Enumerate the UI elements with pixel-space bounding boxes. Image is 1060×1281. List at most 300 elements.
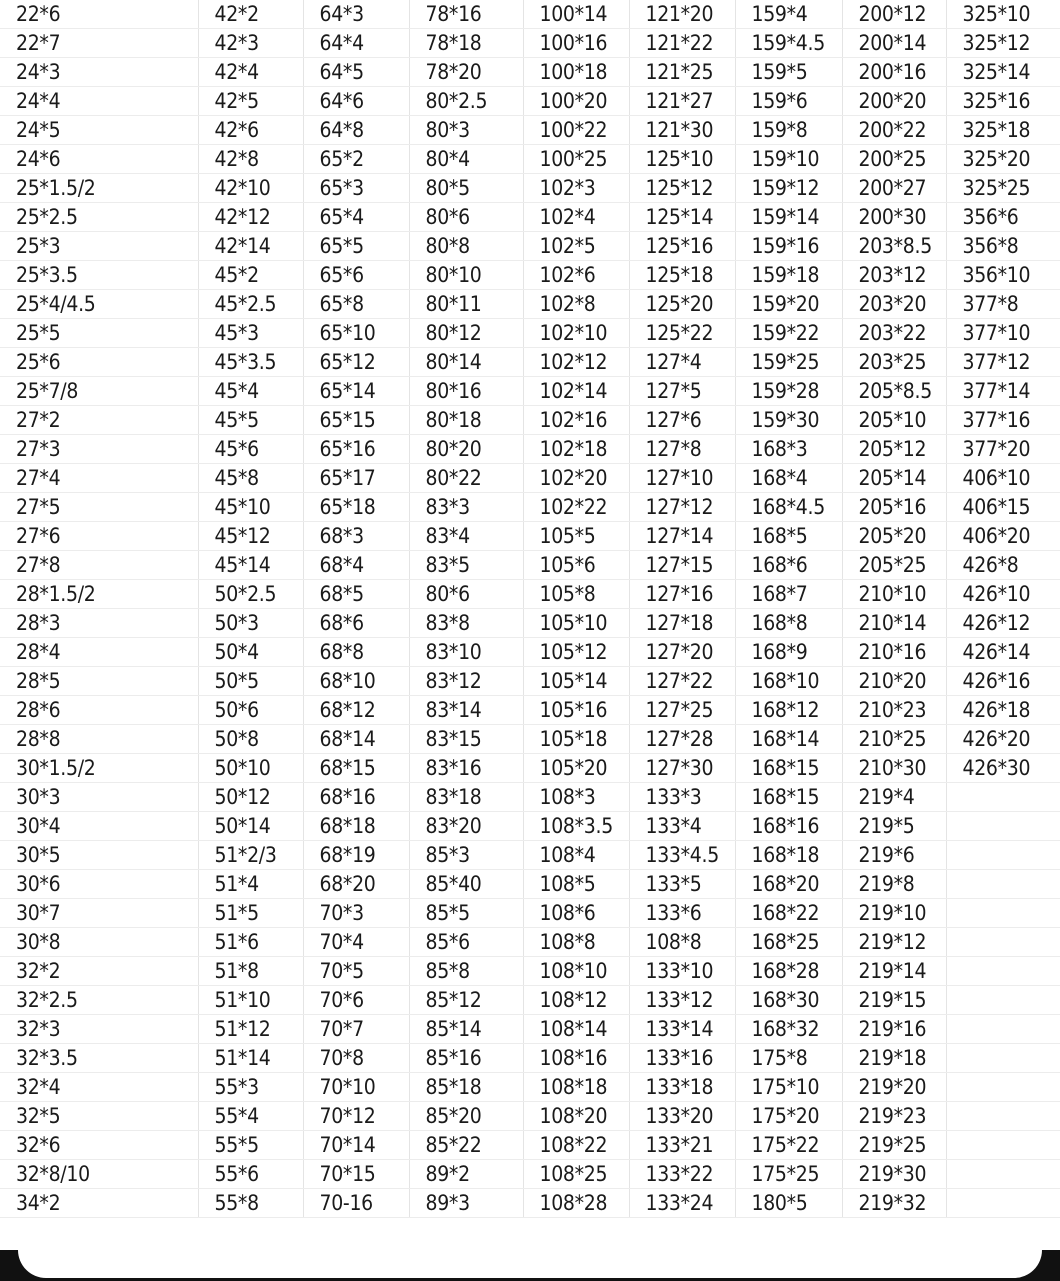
size-cell: 68*14: [303, 725, 409, 754]
size-cell: 168*25: [735, 928, 842, 957]
size-cell: 121*25: [629, 58, 735, 87]
size-cell: 102*10: [523, 319, 629, 348]
size-cell: 70*8: [303, 1044, 409, 1073]
size-cell: 159*4.5: [735, 29, 842, 58]
size-cell: 205*12: [842, 435, 946, 464]
size-cell: 28*6: [0, 696, 198, 725]
size-cell: 105*12: [523, 638, 629, 667]
size-cell: 70*15: [303, 1160, 409, 1189]
size-cell: 127*4: [629, 348, 735, 377]
size-cell: 30*6: [0, 870, 198, 899]
size-cell: 108*3: [523, 783, 629, 812]
size-cell: 30*8: [0, 928, 198, 957]
size-cell: 133*10: [629, 957, 735, 986]
size-cell: 83*8: [409, 609, 523, 638]
table-row: [0, 493, 1060, 522]
size-cell: 24*5: [0, 116, 198, 145]
size-cell: 89*2: [409, 1160, 523, 1189]
size-cell: 80*12: [409, 319, 523, 348]
table-row: [0, 348, 1060, 377]
size-cell: 64*4: [303, 29, 409, 58]
table-row: [0, 986, 1060, 1015]
size-cell: 25*5: [0, 319, 198, 348]
size-cell: 219*12: [842, 928, 946, 957]
size-cell: 80*8: [409, 232, 523, 261]
size-cell: 70*14: [303, 1131, 409, 1160]
size-cell: 80*6: [409, 203, 523, 232]
size-cell: 83*20: [409, 812, 523, 841]
size-cell: 219*20: [842, 1073, 946, 1102]
size-cell: 68*6: [303, 609, 409, 638]
size-cell: 85*6: [409, 928, 523, 957]
table-row: [0, 1102, 1060, 1131]
table-row: [0, 899, 1060, 928]
size-cell: [946, 986, 1060, 1015]
size-cell: 102*6: [523, 261, 629, 290]
size-cell: 219*18: [842, 1044, 946, 1073]
size-cell: 200*14: [842, 29, 946, 58]
size-cell: 133*20: [629, 1102, 735, 1131]
size-cell: 45*4: [198, 377, 303, 406]
table-row: [0, 1073, 1060, 1102]
size-cell: 32*3.5: [0, 1044, 198, 1073]
size-cell: 108*10: [523, 957, 629, 986]
size-cell: [946, 1160, 1060, 1189]
size-cell: 325*14: [946, 58, 1060, 87]
size-cell: 168*32: [735, 1015, 842, 1044]
size-cell: [946, 870, 1060, 899]
table-row: [0, 174, 1060, 203]
size-cell: 64*3: [303, 0, 409, 29]
size-cell: 100*18: [523, 58, 629, 87]
size-cell: 219*25: [842, 1131, 946, 1160]
size-cell: 85*5: [409, 899, 523, 928]
size-cell: 45*2: [198, 261, 303, 290]
size-cell: 83*3: [409, 493, 523, 522]
size-cell: 34*2: [0, 1189, 198, 1218]
size-cell: 80*18: [409, 406, 523, 435]
size-cell: 80*14: [409, 348, 523, 377]
size-cell: 32*2: [0, 957, 198, 986]
size-cell: 377*12: [946, 348, 1060, 377]
size-cell: 108*16: [523, 1044, 629, 1073]
size-cell: 42*8: [198, 145, 303, 174]
size-cell: 200*16: [842, 58, 946, 87]
size-cell: 219*30: [842, 1160, 946, 1189]
table-row: [0, 754, 1060, 783]
size-cell: 377*20: [946, 435, 1060, 464]
size-cell: 108*8: [629, 928, 735, 957]
table-row: [0, 435, 1060, 464]
size-cell: 377*8: [946, 290, 1060, 319]
size-cell: 426*10: [946, 580, 1060, 609]
size-cell: 105*20: [523, 754, 629, 783]
size-cell: 80*16: [409, 377, 523, 406]
size-cell: 70*5: [303, 957, 409, 986]
size-cell: 102*8: [523, 290, 629, 319]
size-cell: 159*14: [735, 203, 842, 232]
size-cell: 125*12: [629, 174, 735, 203]
size-cell: [946, 1189, 1060, 1218]
size-cell: 24*6: [0, 145, 198, 174]
size-cell: 42*3: [198, 29, 303, 58]
table-row: [0, 667, 1060, 696]
size-cell: 168*5: [735, 522, 842, 551]
table-row: [0, 0, 1060, 29]
table-row: [0, 841, 1060, 870]
size-cell: 85*18: [409, 1073, 523, 1102]
size-cell: 64*6: [303, 87, 409, 116]
size-cell: 127*14: [629, 522, 735, 551]
size-cell: 203*8.5: [842, 232, 946, 261]
table-row: [0, 1015, 1060, 1044]
size-cell: 27*3: [0, 435, 198, 464]
size-cell: 83*12: [409, 667, 523, 696]
size-cell: 85*40: [409, 870, 523, 899]
size-cell: 121*22: [629, 29, 735, 58]
size-cell: 102*12: [523, 348, 629, 377]
table-row: [0, 406, 1060, 435]
size-cell: 70*10: [303, 1073, 409, 1102]
size-cell: 85*14: [409, 1015, 523, 1044]
size-cell: 159*22: [735, 319, 842, 348]
size-cell: 68*8: [303, 638, 409, 667]
size-cell: 102*22: [523, 493, 629, 522]
size-cell: 426*18: [946, 696, 1060, 725]
size-cell: 168*12: [735, 696, 842, 725]
size-cell: 32*2.5: [0, 986, 198, 1015]
size-cell: [946, 841, 1060, 870]
size-cell: 70*4: [303, 928, 409, 957]
size-cell: 27*6: [0, 522, 198, 551]
size-cell: 125*22: [629, 319, 735, 348]
size-cell: 102*18: [523, 435, 629, 464]
size-cell: 83*15: [409, 725, 523, 754]
size-cell: 426*20: [946, 725, 1060, 754]
size-cell: [946, 928, 1060, 957]
size-cell: 205*14: [842, 464, 946, 493]
size-cell: [946, 1102, 1060, 1131]
size-cell: 356*8: [946, 232, 1060, 261]
size-cell: 45*12: [198, 522, 303, 551]
size-cell: 102*5: [523, 232, 629, 261]
size-cell: 159*16: [735, 232, 842, 261]
size-cell: 127*10: [629, 464, 735, 493]
size-cell: 70*7: [303, 1015, 409, 1044]
size-cell: 102*4: [523, 203, 629, 232]
size-cell: 55*4: [198, 1102, 303, 1131]
size-cell: 51*5: [198, 899, 303, 928]
size-cell: 83*10: [409, 638, 523, 667]
size-cell: [946, 783, 1060, 812]
size-cell: 25*3.5: [0, 261, 198, 290]
size-cell: 105*14: [523, 667, 629, 696]
size-cell: 55*6: [198, 1160, 303, 1189]
size-cell: 27*5: [0, 493, 198, 522]
size-cell: 68*4: [303, 551, 409, 580]
size-cell: 55*8: [198, 1189, 303, 1218]
table-row: [0, 638, 1060, 667]
size-cell: 68*15: [303, 754, 409, 783]
size-cell: 325*18: [946, 116, 1060, 145]
size-cell: 325*25: [946, 174, 1060, 203]
size-cell: [946, 1073, 1060, 1102]
size-cell: 70*3: [303, 899, 409, 928]
size-cell: 219*6: [842, 841, 946, 870]
size-cell: 45*5: [198, 406, 303, 435]
size-cell: 102*20: [523, 464, 629, 493]
size-cell: 377*14: [946, 377, 1060, 406]
size-cell: 78*20: [409, 58, 523, 87]
size-cell: 42*4: [198, 58, 303, 87]
size-cell: 65*14: [303, 377, 409, 406]
size-cell: 108*6: [523, 899, 629, 928]
size-cell: 406*15: [946, 493, 1060, 522]
size-cell: 68*10: [303, 667, 409, 696]
size-cell: 175*20: [735, 1102, 842, 1131]
size-cell: 108*14: [523, 1015, 629, 1044]
size-cell: 85*3: [409, 841, 523, 870]
size-cell: 65*6: [303, 261, 409, 290]
table-row: [0, 957, 1060, 986]
size-cell: 68*12: [303, 696, 409, 725]
size-cell: 127*25: [629, 696, 735, 725]
size-cell: 89*3: [409, 1189, 523, 1218]
size-cell: 127*18: [629, 609, 735, 638]
size-cell: 28*5: [0, 667, 198, 696]
size-cell: 127*12: [629, 493, 735, 522]
size-cell: 175*22: [735, 1131, 842, 1160]
size-cell: 159*28: [735, 377, 842, 406]
size-cell: 55*3: [198, 1073, 303, 1102]
size-cell: 70*12: [303, 1102, 409, 1131]
size-cell: 125*16: [629, 232, 735, 261]
size-cell: 168*15: [735, 754, 842, 783]
size-cell: 50*12: [198, 783, 303, 812]
size-cell: 42*10: [198, 174, 303, 203]
size-cell: 159*10: [735, 145, 842, 174]
size-cell: 121*20: [629, 0, 735, 29]
size-cell: 105*8: [523, 580, 629, 609]
size-cell: 210*30: [842, 754, 946, 783]
size-cell: 80*22: [409, 464, 523, 493]
size-cell: 133*6: [629, 899, 735, 928]
size-cell: 25*2.5: [0, 203, 198, 232]
size-cell: 168*6: [735, 551, 842, 580]
size-cell: 168*7: [735, 580, 842, 609]
size-cell: 51*12: [198, 1015, 303, 1044]
size-cell: 159*18: [735, 261, 842, 290]
size-cell: 168*15: [735, 783, 842, 812]
size-cell: 68*3: [303, 522, 409, 551]
size-cell: 159*30: [735, 406, 842, 435]
size-cell: 127*16: [629, 580, 735, 609]
size-cell: 159*4: [735, 0, 842, 29]
size-cell: 125*10: [629, 145, 735, 174]
size-cell: 55*5: [198, 1131, 303, 1160]
size-cell: 125*14: [629, 203, 735, 232]
size-cell: 30*3: [0, 783, 198, 812]
size-cell: 210*25: [842, 725, 946, 754]
table-row: [0, 377, 1060, 406]
size-cell: 133*4.5: [629, 841, 735, 870]
table-row: [0, 145, 1060, 174]
size-cell: 200*20: [842, 87, 946, 116]
size-cell: 133*12: [629, 986, 735, 1015]
size-cell: 25*4/4.5: [0, 290, 198, 319]
size-cell: 219*14: [842, 957, 946, 986]
size-cell: 200*25: [842, 145, 946, 174]
size-cell: [946, 1015, 1060, 1044]
size-cell: 22*7: [0, 29, 198, 58]
table-row: [0, 696, 1060, 725]
size-cell: 45*2.5: [198, 290, 303, 319]
size-cell: 159*6: [735, 87, 842, 116]
table-row: [0, 29, 1060, 58]
size-cell: 100*14: [523, 0, 629, 29]
size-cell: 27*2: [0, 406, 198, 435]
size-cell: 133*3: [629, 783, 735, 812]
table-row: [0, 116, 1060, 145]
size-cell: 175*8: [735, 1044, 842, 1073]
size-cell: 65*12: [303, 348, 409, 377]
size-cell: 28*8: [0, 725, 198, 754]
size-cell: 200*27: [842, 174, 946, 203]
size-cell: 219*23: [842, 1102, 946, 1131]
size-cell: 200*12: [842, 0, 946, 29]
size-cell: 45*3: [198, 319, 303, 348]
size-cell: 50*10: [198, 754, 303, 783]
size-cell: 203*25: [842, 348, 946, 377]
size-cell: 42*2: [198, 0, 303, 29]
size-cell: 28*1.5/2: [0, 580, 198, 609]
table-row: [0, 1189, 1060, 1218]
size-cell: 127*22: [629, 667, 735, 696]
table-row: [0, 261, 1060, 290]
size-cell: 325*16: [946, 87, 1060, 116]
size-cell: 85*8: [409, 957, 523, 986]
size-cell: 121*27: [629, 87, 735, 116]
size-cell: 219*32: [842, 1189, 946, 1218]
size-cell: 210*10: [842, 580, 946, 609]
size-cell: 30*1.5/2: [0, 754, 198, 783]
table-row: [0, 87, 1060, 116]
size-cell: 32*3: [0, 1015, 198, 1044]
size-cell: 219*8: [842, 870, 946, 899]
size-cell: 203*20: [842, 290, 946, 319]
size-cell: 102*14: [523, 377, 629, 406]
size-cell: 219*4: [842, 783, 946, 812]
table-row: [0, 232, 1060, 261]
bottom-frame-rounded-edge: [18, 1250, 1042, 1278]
size-cell: 68*5: [303, 580, 409, 609]
size-cell: 219*15: [842, 986, 946, 1015]
size-cell: 65*2: [303, 145, 409, 174]
size-cell: 168*18: [735, 841, 842, 870]
size-cell: 100*20: [523, 87, 629, 116]
size-cell: 108*22: [523, 1131, 629, 1160]
size-cell: 168*4: [735, 464, 842, 493]
size-cell: 85*22: [409, 1131, 523, 1160]
size-cell: 100*16: [523, 29, 629, 58]
size-cell: 168*20: [735, 870, 842, 899]
size-cell: 68*20: [303, 870, 409, 899]
size-cell: 210*23: [842, 696, 946, 725]
size-cell: 356*6: [946, 203, 1060, 232]
size-cell: 50*14: [198, 812, 303, 841]
size-cell: 127*20: [629, 638, 735, 667]
size-cell: 80*5: [409, 174, 523, 203]
size-cell: 83*4: [409, 522, 523, 551]
size-cell: 127*30: [629, 754, 735, 783]
size-cell: 24*4: [0, 87, 198, 116]
size-cell: 125*18: [629, 261, 735, 290]
size-cell: 64*8: [303, 116, 409, 145]
size-cell: 83*14: [409, 696, 523, 725]
size-cell: 22*6: [0, 0, 198, 29]
size-cell: 102*3: [523, 174, 629, 203]
size-cell: 108*18: [523, 1073, 629, 1102]
size-cell: 108*12: [523, 986, 629, 1015]
table-row: [0, 522, 1060, 551]
size-cell: 159*5: [735, 58, 842, 87]
size-cell: 25*3: [0, 232, 198, 261]
size-cell: 65*16: [303, 435, 409, 464]
size-cell: 105*18: [523, 725, 629, 754]
size-cell: 42*6: [198, 116, 303, 145]
size-cell: 42*14: [198, 232, 303, 261]
size-cell: 51*14: [198, 1044, 303, 1073]
size-cell: 203*22: [842, 319, 946, 348]
size-cell: 205*20: [842, 522, 946, 551]
size-cell: 108*8: [523, 928, 629, 957]
size-cell: 168*30: [735, 986, 842, 1015]
size-cell: 426*12: [946, 609, 1060, 638]
size-cell: 100*25: [523, 145, 629, 174]
size-cell: 203*12: [842, 261, 946, 290]
size-cell: 325*10: [946, 0, 1060, 29]
size-cell: 406*20: [946, 522, 1060, 551]
size-cell: 105*6: [523, 551, 629, 580]
table-row: [0, 1131, 1060, 1160]
size-cell: 68*19: [303, 841, 409, 870]
size-cell: 28*3: [0, 609, 198, 638]
size-cell: 159*25: [735, 348, 842, 377]
size-cell: 80*4: [409, 145, 523, 174]
size-cell: 175*25: [735, 1160, 842, 1189]
size-cell: 133*18: [629, 1073, 735, 1102]
size-cell: 205*8.5: [842, 377, 946, 406]
table-row: [0, 203, 1060, 232]
size-cell: 51*10: [198, 986, 303, 1015]
size-cell: 65*4: [303, 203, 409, 232]
size-cell: [946, 899, 1060, 928]
size-cell: [946, 812, 1060, 841]
size-cell: 68*16: [303, 783, 409, 812]
size-cell: 32*8/10: [0, 1160, 198, 1189]
size-cell: 65*17: [303, 464, 409, 493]
size-cell: 32*6: [0, 1131, 198, 1160]
size-cell: 25*1.5/2: [0, 174, 198, 203]
table-row: [0, 725, 1060, 754]
size-cell: 85*20: [409, 1102, 523, 1131]
size-cell: 50*2.5: [198, 580, 303, 609]
size-cell: 50*5: [198, 667, 303, 696]
size-cell: 210*14: [842, 609, 946, 638]
size-cell: 108*28: [523, 1189, 629, 1218]
size-cell: 51*2/3: [198, 841, 303, 870]
size-cell: 25*7/8: [0, 377, 198, 406]
